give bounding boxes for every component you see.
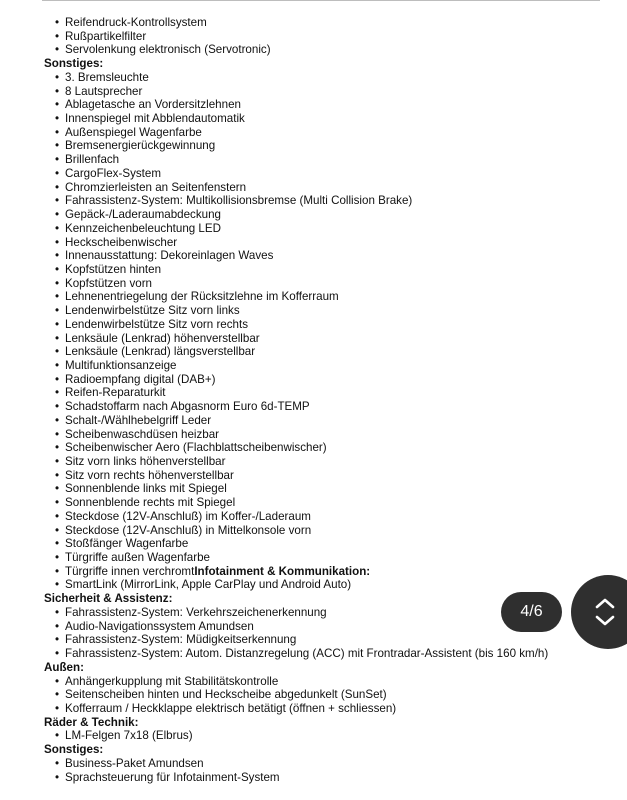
list-item-merged <box>44 565 619 579</box>
section-heading: Sicherheit & Assistenz: <box>44 592 173 606</box>
list-item: • Innenausstattung: Dekoreinlagen Waves <box>44 249 619 263</box>
chevron-up-down-icon <box>593 596 617 628</box>
list-item: • Scheibenwischer Aero (Flachblattscheibenwischer) <box>44 441 619 455</box>
list-item: • Außenspiegel Wagenfarbe <box>44 126 619 140</box>
section-heading: Sonstiges: <box>44 57 104 71</box>
list-item: • Steckdose (12V-Anschluß) im Koffer-/Laderaum <box>44 510 619 524</box>
list-item: • Sonnenblende rechts mit Spiegel <box>44 496 619 510</box>
list-item: • Sprachsteuerung für Infotainment-System <box>44 771 619 785</box>
list-item: • Kopfstützen hinten <box>44 263 619 277</box>
list-item: • Steckdose (12V-Anschluß) in Mittelkonsole vorn <box>44 524 619 538</box>
list-item: • Kennzeichenbeleuchtung LED <box>44 222 619 236</box>
list-item: • 8 Lautsprecher <box>44 85 619 99</box>
section-heading: Außen: <box>44 660 84 674</box>
list-item: • Gepäck-/Laderaumabdeckung <box>44 208 619 222</box>
list-item: • CargoFlex-System <box>44 167 619 181</box>
list-item: • Lehnenentriegelung der Rücksitzlehne im Kofferraum <box>44 290 619 304</box>
feature-list <box>44 16 619 57</box>
list-item: • Kofferraum / Heckklappe elektrisch betätigt (öffnen + schliessen) <box>44 702 619 716</box>
feature-list <box>44 757 619 784</box>
list-item: • Servolenkung elektronisch (Servotronic) <box>44 43 619 57</box>
top-divider <box>42 0 600 1</box>
list-item: • Ablagetasche an Vordersitzlehnen <box>44 98 619 112</box>
list-item: • Sonnenblende links mit Spiegel <box>44 482 619 496</box>
feature-list <box>44 729 619 743</box>
section-heading: Räder & Technik: <box>44 715 139 729</box>
list-item: • Lenksäule (Lenkrad) längsverstellbar <box>44 345 619 359</box>
list-item: • Reifen-Reparaturkit <box>44 386 619 400</box>
list-item: • Fahrassistenz-System: Müdigkeitserkennung <box>44 633 619 647</box>
list-item: • Stoßfänger Wagenfarbe <box>44 537 619 551</box>
list-item: • Audio-Navigationssystem Amundsen <box>44 620 619 634</box>
list-item: • Fahrassistenz-System: Verkehrszeichenerkennung <box>44 606 619 620</box>
merged-item-text: Türgriffe innen verchromt <box>65 564 195 578</box>
list-item: • Sitz vorn links höhenverstellbar <box>44 455 619 469</box>
list-item: • Kopfstützen vorn <box>44 277 619 291</box>
list-item: • Radioempfang digital (DAB+) <box>44 373 619 387</box>
list-item: • LM-Felgen 7x18 (Elbrus) <box>44 729 619 743</box>
list-item: • Multifunktionsanzeige <box>44 359 619 373</box>
document-content <box>44 16 619 784</box>
list-item: • Lendenwirbelstütze Sitz vorn rechts <box>44 318 619 332</box>
list-item: • Business-Paket Amundsen <box>44 757 619 771</box>
list-item: • Lendenwirbelstütze Sitz vorn links <box>44 304 619 318</box>
list-item: • Heckscheibenwischer <box>44 236 619 250</box>
page-indicator: 4/6 <box>501 592 562 632</box>
list-item: • SmartLink (MirrorLink, Apple CarPlay und Android Auto) <box>44 578 619 592</box>
merged-section-heading: Infotainment & Kommunikation: <box>194 564 371 578</box>
list-item: • Chromzierleisten an Seitenfenstern <box>44 181 619 195</box>
list-item: • Schadstoffarm nach Abgasnorm Euro 6d-TEMP <box>44 400 619 414</box>
list-item: • Bremsenergierückgewinnung <box>44 139 619 153</box>
list-item: • Anhängerkupplung mit Stabilitätskontrolle <box>44 675 619 689</box>
list-item: • Scheibenwaschdüsen heizbar <box>44 428 619 442</box>
feature-list <box>44 578 619 592</box>
list-item: • Fahrassistenz-System: Autom. Distanzregelung (ACC) mit Frontradar-Assistent (bis 160 km/h) <box>44 647 619 661</box>
list-item: • Brillenfach <box>44 153 619 167</box>
list-item: • Seitenscheiben hinten und Heckscheibe abgedunkelt (SunSet) <box>44 688 619 702</box>
list-item: • Fahrassistenz-System: Multikollisionsbremse (Multi Collision Brake) <box>44 194 619 208</box>
list-item: • Rußpartikelfilter <box>44 30 619 44</box>
list-item: • Innenspiegel mit Abblendautomatik <box>44 112 619 126</box>
feature-list <box>44 71 619 579</box>
list-item: • Schalt-/Wählhebelgriff Leder <box>44 414 619 428</box>
feature-list <box>44 675 619 716</box>
list-item: • Reifendruck-Kontrollsystem <box>44 16 619 30</box>
section-heading: Sonstiges: <box>44 743 104 757</box>
list-item: • Sitz vorn rechts höhenverstellbar <box>44 469 619 483</box>
list-item: • Türgriffe außen Wagenfarbe <box>44 551 619 565</box>
list-item: • 3. Bremsleuchte <box>44 71 619 85</box>
list-item: • Lenksäule (Lenkrad) höhenverstellbar <box>44 332 619 346</box>
